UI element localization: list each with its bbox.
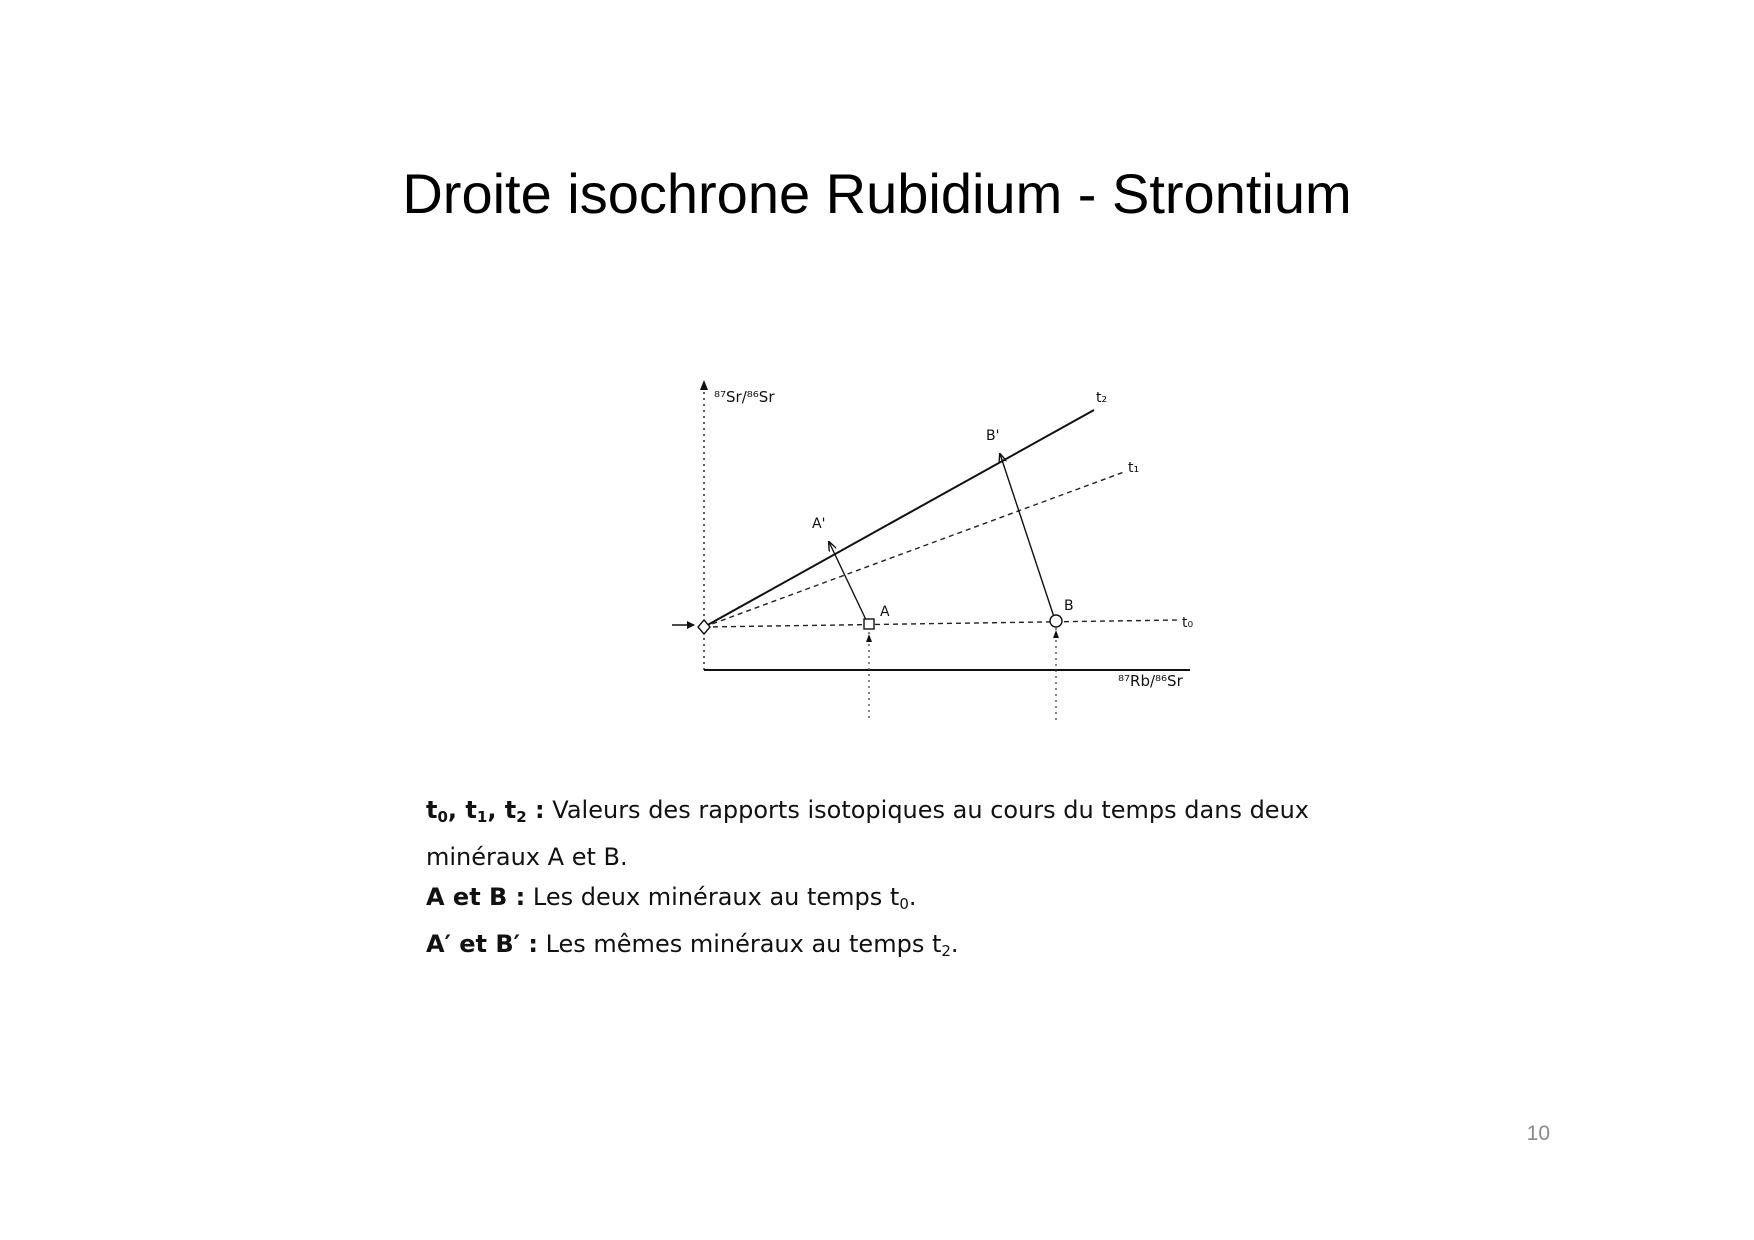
isochron-t0	[704, 620, 1178, 627]
point-b-label: B	[1064, 598, 1074, 614]
point-b-prime-label: B'	[986, 428, 1000, 444]
point-a-prime-label: A'	[812, 516, 826, 532]
legend-term-a-b: A et B :	[426, 883, 526, 911]
y-axis-arrow-icon	[700, 380, 708, 390]
legend-term-a-prime-b-prime: A′ et B′ :	[426, 930, 538, 958]
isochron-diagram	[660, 380, 1220, 740]
initial-point	[698, 620, 710, 634]
legend	[426, 790, 1346, 971]
legend-line-2: minéraux A et B.	[426, 843, 628, 871]
projection-b-arrow-icon	[1053, 630, 1059, 638]
y-axis-label: ⁸⁷Sr/⁸⁶Sr	[714, 388, 775, 406]
legend-line-4: A′ et B′ : Les mêmes minéraux au temps $t_2$.	[426, 930, 959, 960]
isochron-t1	[704, 472, 1124, 627]
point-b	[1050, 615, 1062, 627]
page-number: 10	[1526, 1122, 1550, 1145]
isochron-t2	[704, 410, 1094, 627]
evolution-arrow-a	[829, 542, 868, 624]
projection-a-arrow-icon	[866, 634, 872, 642]
isochron-t0-label: t₀	[1182, 615, 1194, 631]
slide-title: Droite isochrone Rubidium - Strontium	[402, 162, 1352, 225]
legend-term-times: $t_0$, $t_1$, $t_2$ :	[426, 796, 545, 826]
legend-line-3: A et B : Les deux minéraux au temps $t_0$.	[426, 883, 917, 913]
point-a-label: A	[880, 604, 890, 620]
point-a	[864, 619, 874, 629]
x-axis-label: ⁸⁷Rb/⁸⁶Sr	[1118, 672, 1183, 690]
isochron-t2-label: t₂	[1096, 390, 1108, 406]
isochron-t1-label: t₁	[1128, 460, 1140, 476]
legend-line-1: $t_0$, $t_1$, $t_2$ : Valeurs des rapports isotopiques au cours du temps dans deux	[426, 796, 1309, 826]
evolution-arrow-b	[1000, 454, 1055, 620]
